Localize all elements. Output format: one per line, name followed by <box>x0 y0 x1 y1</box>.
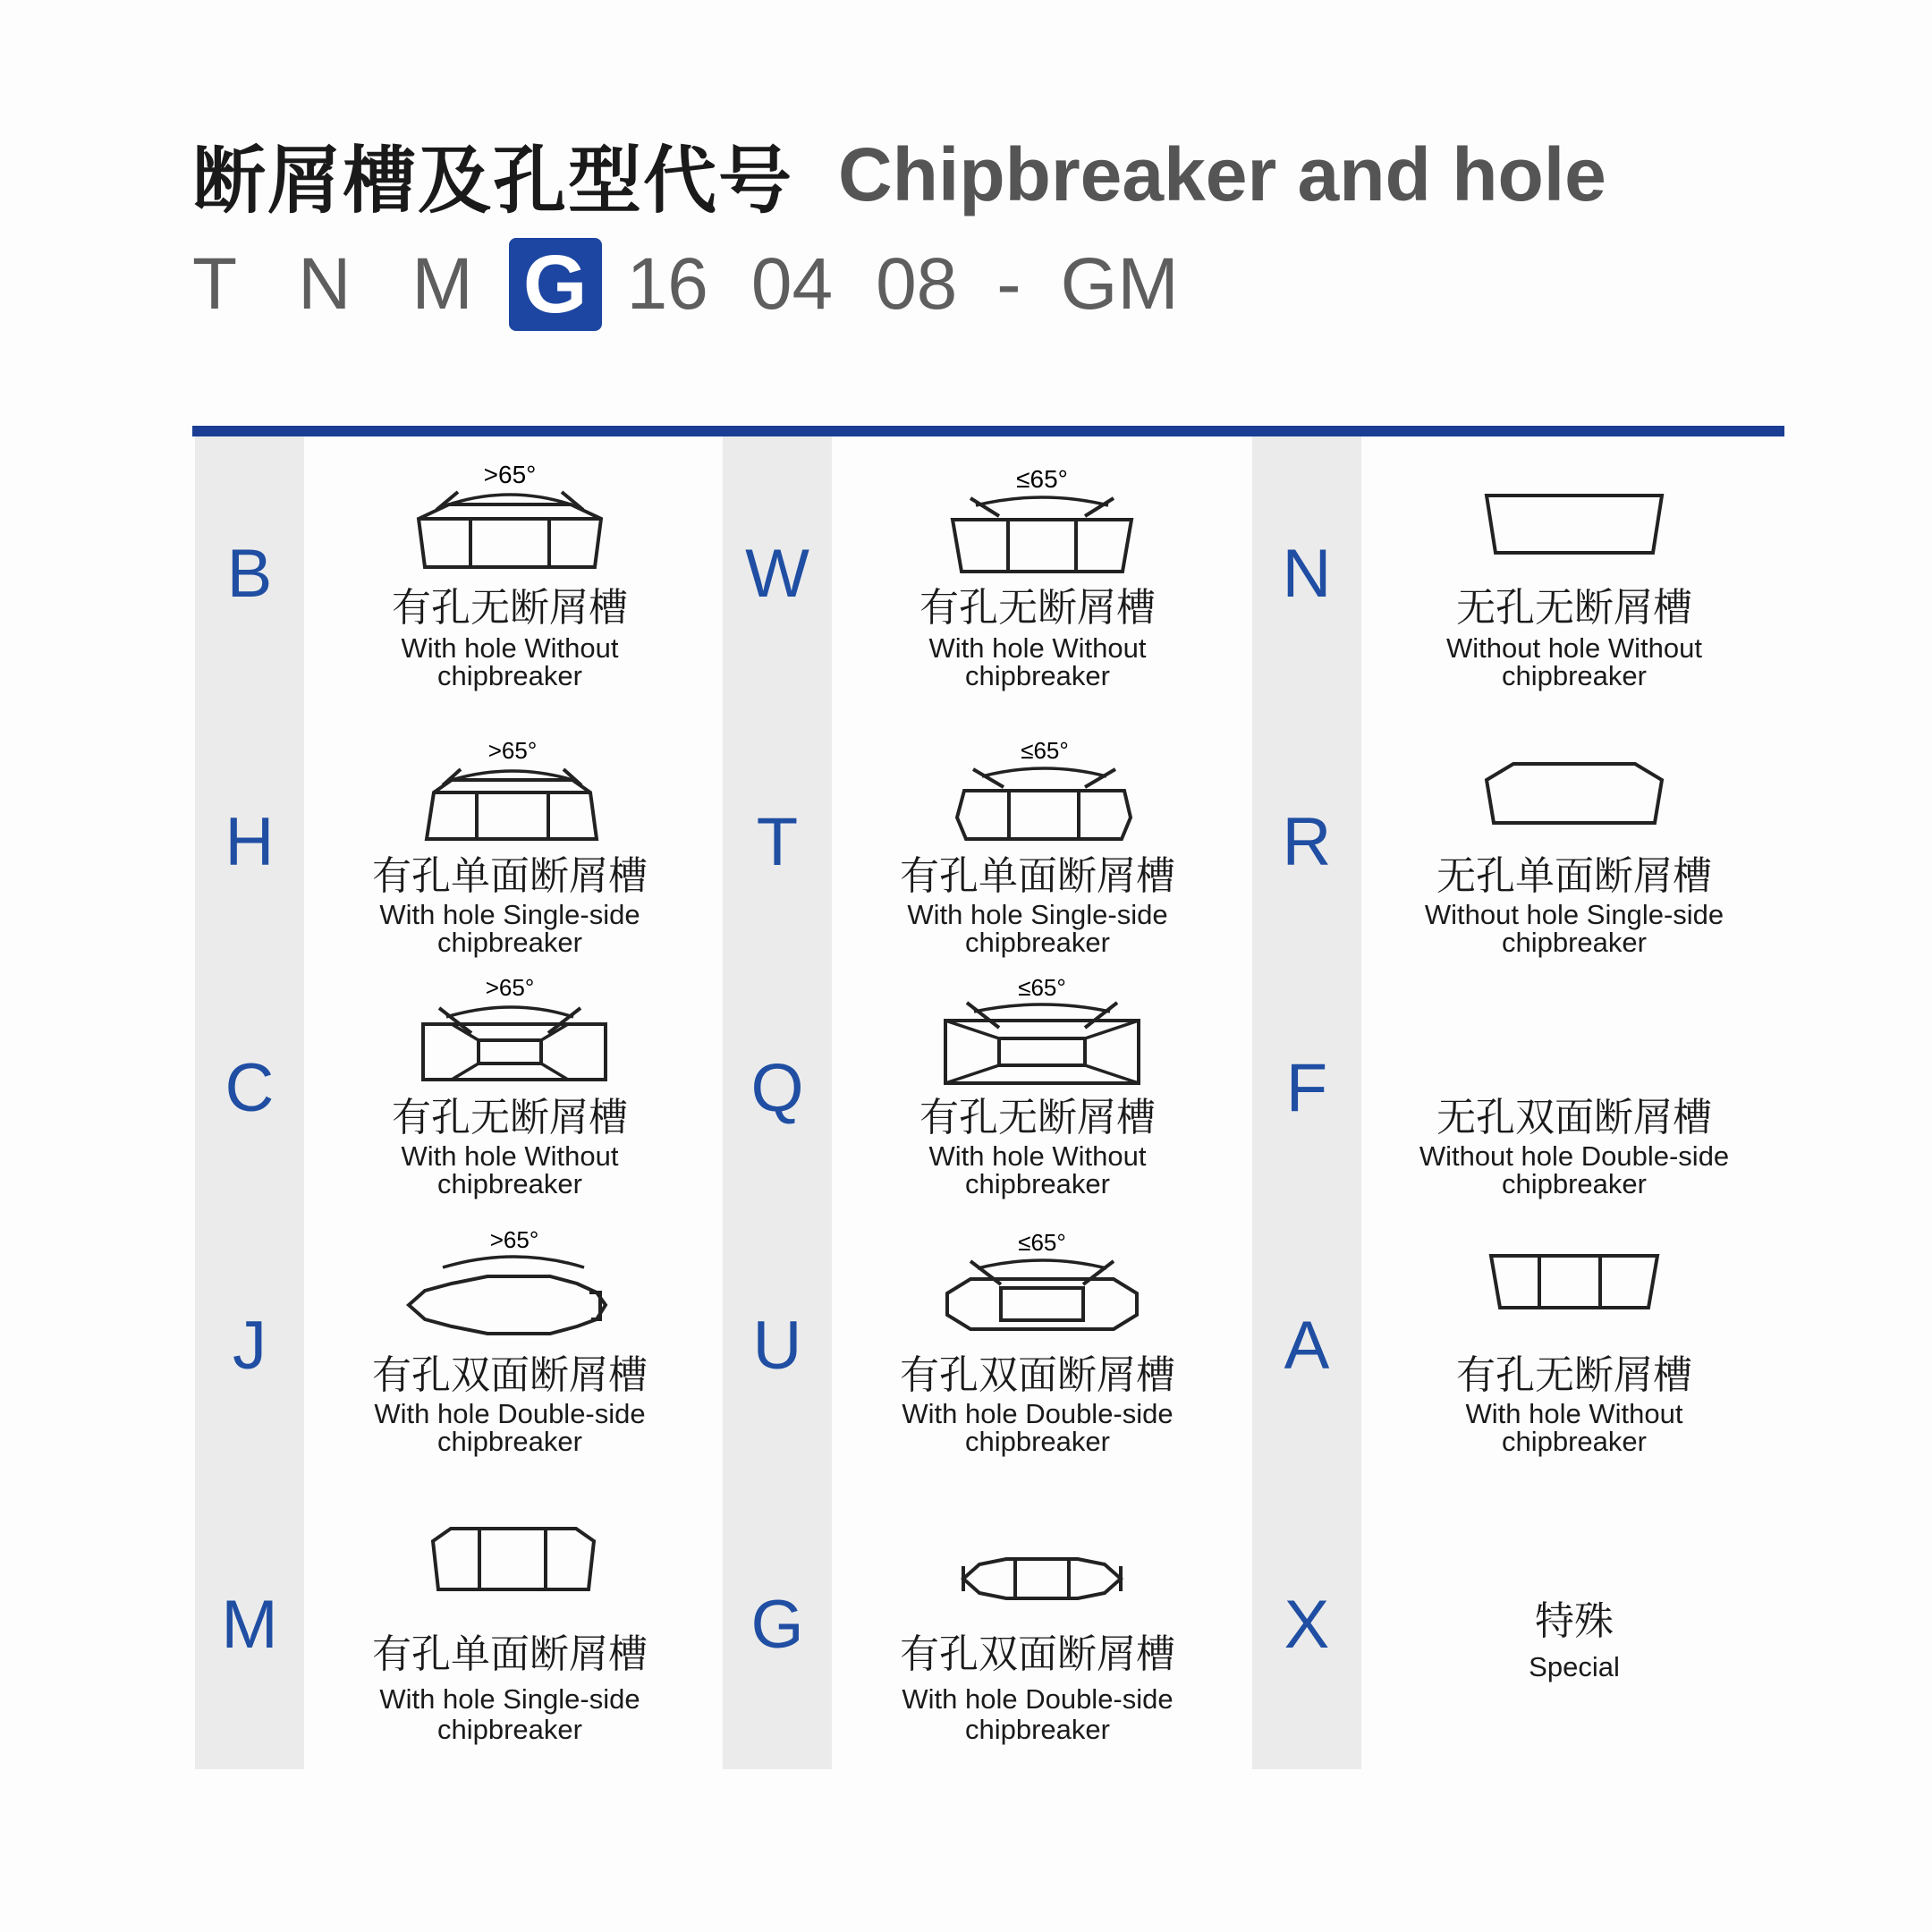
insert-profile-u <box>935 1225 1149 1351</box>
insert-profile-j <box>398 1221 622 1355</box>
code-letter-a: A <box>1284 1308 1330 1384</box>
cell-c-english-line2: chipbreaker <box>437 1168 582 1199</box>
cell-c-chinese: 有孔无断屑槽 <box>392 1095 628 1140</box>
cell-n-chinese: 无孔无断屑槽 <box>1456 585 1692 631</box>
code-letter-b: B <box>226 536 273 612</box>
cell-a-english-line1: With hole Without <box>1465 1398 1683 1429</box>
insert-profile-c <box>407 970 622 1091</box>
cell-u-chinese: 有孔双面断屑槽 <box>900 1352 1175 1398</box>
cell-b-english-line1: With hole Without <box>401 632 619 664</box>
title-chinese: 断屑槽及孔型代号 <box>192 138 794 224</box>
svg-text:>65°: >65° <box>487 737 538 764</box>
svg-text:≤65°: ≤65° <box>1021 737 1069 764</box>
svg-text:>65°: >65° <box>489 1226 539 1253</box>
cell-t-english-line2: chipbreaker <box>965 927 1110 958</box>
cell-a-english-line2: chipbreaker <box>1502 1426 1647 1457</box>
code-letter-g: G <box>750 1587 804 1663</box>
cell-u-english-line1: With hole Double-side <box>902 1398 1174 1429</box>
code-letter-c: C <box>225 1050 275 1126</box>
title-english: Chipbreaker and hole <box>838 131 1606 216</box>
code-letter-h: H <box>225 804 275 880</box>
title-row <box>192 125 1606 224</box>
code-part-3: M <box>411 243 473 325</box>
cell-g-english-line1: With hole Double-side <box>902 1683 1174 1715</box>
cell-m-english-line2: chipbreaker <box>437 1714 582 1745</box>
code-letter-u: U <box>752 1308 802 1384</box>
cell-g-english-line2: chipbreaker <box>965 1714 1110 1745</box>
code-part-highlighted: G <box>509 238 602 331</box>
cell-u-english-line2: chipbreaker <box>965 1426 1110 1457</box>
code-part-8: - <box>996 243 1021 325</box>
cell-r-chinese: 无孔单面断屑槽 <box>1436 853 1712 899</box>
cell-t-english-line1: With hole Single-side <box>907 899 1168 930</box>
cell-t-chinese: 有孔单面断屑槽 <box>900 853 1175 899</box>
svg-text:>65°: >65° <box>485 974 535 1001</box>
insert-profile-r <box>1476 751 1673 841</box>
insert-profile-w <box>935 461 1149 586</box>
code-letter-n: N <box>1282 536 1332 612</box>
code-part-7: 08 <box>876 243 958 325</box>
cell-b-english-line2: chipbreaker <box>437 660 582 691</box>
cell-j-chinese: 有孔双面断屑槽 <box>372 1352 648 1398</box>
code-letter-r: R <box>1282 804 1332 880</box>
code-letter-w: W <box>745 536 809 612</box>
insert-profile-q <box>935 970 1149 1091</box>
code-letter-q: Q <box>750 1050 804 1126</box>
cell-b-chinese: 有孔无断屑槽 <box>392 585 628 631</box>
cell-j-english-line2: chipbreaker <box>437 1426 582 1457</box>
cell-x-english: Special <box>1529 1651 1620 1682</box>
insert-profile-m <box>420 1516 608 1614</box>
code-part-1: T <box>192 243 238 325</box>
cell-f-english-line2: chipbreaker <box>1502 1168 1647 1199</box>
insert-profile-b <box>402 456 617 581</box>
header-rule <box>192 426 1784 436</box>
cell-q-english-line1: With hole Without <box>928 1140 1147 1172</box>
cell-n-english-line2: chipbreaker <box>1502 660 1647 691</box>
code-letter-x: X <box>1284 1587 1330 1663</box>
insert-profile-t <box>939 733 1149 854</box>
svg-text:≤65°: ≤65° <box>1018 1229 1066 1256</box>
code-part-6: 04 <box>750 243 834 325</box>
svg-text:>65°: >65° <box>483 461 537 488</box>
code-part-9: GM <box>1060 243 1179 325</box>
cell-h-english-line1: With hole Single-side <box>379 899 640 930</box>
cell-h-english-line2: chipbreaker <box>437 927 582 958</box>
cell-q-english-line2: chipbreaker <box>965 1168 1110 1199</box>
svg-text:≤65°: ≤65° <box>1018 974 1066 1001</box>
cell-r-english-line1: Without hole Single-side <box>1424 899 1724 930</box>
cell-c-english-line1: With hole Without <box>401 1140 619 1172</box>
svg-text:≤65°: ≤65° <box>1016 465 1068 493</box>
cell-w-english-line2: chipbreaker <box>965 660 1110 691</box>
cell-m-english-line1: With hole Single-side <box>379 1683 640 1715</box>
code-part-5: 16 <box>626 243 708 325</box>
cell-g-chinese: 有孔双面断屑槽 <box>900 1631 1175 1677</box>
code-letter-t: T <box>756 804 799 880</box>
insert-profile-n <box>1476 483 1673 572</box>
cell-f-english-line1: Without hole Double-side <box>1419 1140 1730 1172</box>
cell-f-chinese: 无孔双面断屑槽 <box>1436 1095 1712 1140</box>
cell-w-english-line1: With hole Without <box>928 632 1147 664</box>
cell-j-english-line1: With hole Double-side <box>374 1398 646 1429</box>
cell-w-chinese: 有孔无断屑槽 <box>919 585 1156 631</box>
code-letter-j: J <box>233 1308 267 1384</box>
code-letter-f: F <box>1285 1050 1328 1126</box>
insert-profile-h <box>407 733 617 854</box>
code-letter-m: M <box>221 1587 278 1663</box>
insert-profile-g <box>953 1543 1131 1623</box>
cell-a-chinese: 有孔无断屑槽 <box>1456 1352 1692 1398</box>
code-part-2: N <box>298 243 352 325</box>
insert-profile-a <box>1480 1243 1668 1333</box>
cell-r-english-line2: chipbreaker <box>1502 927 1647 958</box>
cell-q-chinese: 有孔无断屑槽 <box>919 1095 1156 1140</box>
cell-x-chinese: 特殊 <box>1535 1598 1614 1644</box>
cell-h-chinese: 有孔单面断屑槽 <box>372 853 648 899</box>
cell-m-chinese: 有孔单面断屑槽 <box>372 1631 648 1677</box>
cell-n-english-line1: Without hole Without <box>1445 632 1703 664</box>
insert-code <box>192 234 1179 335</box>
